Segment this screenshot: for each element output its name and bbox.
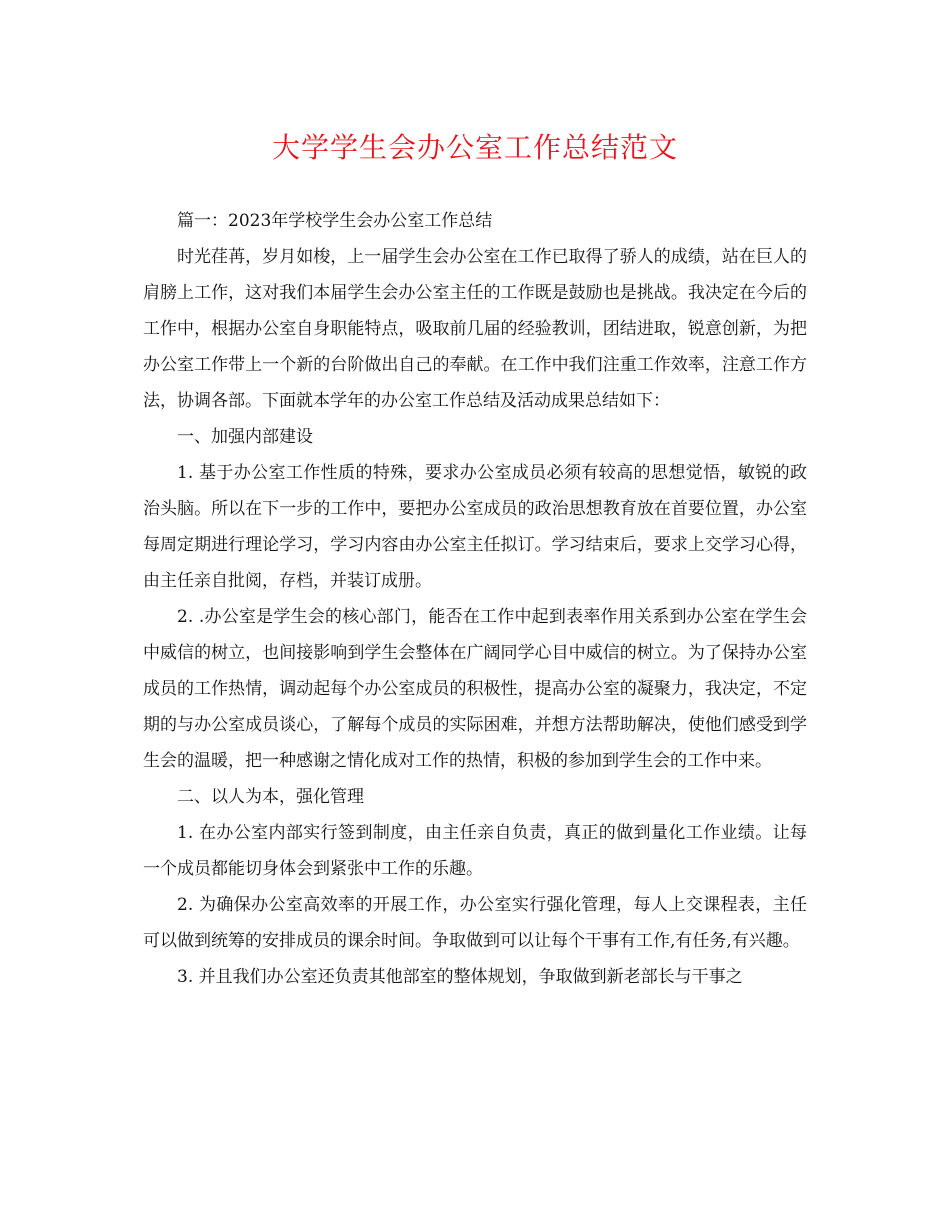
section-heading-internal-construction: 一、加强内部建设: [177, 427, 313, 447]
paragraph-management-2: 2. 为确保办公室高效率的开展工作，办公室实行强化管理，每人上交课程表，主任可以做到统筹的安排成员的课余时间。争取做到可以让每个干事有工作,有任务,有兴趣。: [143, 895, 807, 951]
document-title: 大学学生会办公室工作总结范文: [271, 131, 678, 164]
paragraph-item-1: 1. 基于办公室工作性质的特殊，要求办公室成员必须有较高的思想觉悟，敏锐的政治头脑。所以在下一步的工作中，要把办公室成员的政治思想教育放在首要位置，办公室每周定期进行理论学习，学习内容由办公室主任拟订。学习结束后，要求上交学习心得，由主任亲自批阅，存档，并装订成册。: [143, 463, 807, 591]
paragraph-item-2: 2. .办公室是学生会的核心部门，能否在工作中起到表率作用关系到办公室在学生会中威信的树立，也间接影响到学生会整体在广阔同学心目中威信的树立。为了保持办公室成员的工作热情，调动起每个办公室成员的积极性，提高办公室的凝聚力，我决定，不定期的与办公室成员谈心，了解每个成员的实际困难，并想方法帮助解决，使他们感受到学生会的温暖，把一种感谢之情化成对工作的热情，积极的参加到学生会的工作中来。: [143, 607, 807, 771]
document-body: [143, 203, 807, 995]
paragraph-management-3: 3. 并且我们办公室还负责其他部室的整体规划，争取做到新老部长与干事之: [177, 967, 743, 987]
intro-paragraph: 时光荏苒，岁月如梭，上一届学生会办公室在工作已取得了骄人的成绩，站在巨人的肩膀上工作，这对我们本届学生会办公室主任的工作既是鼓励也是挑战。我决定在今后的工作中，根据办公室自身职能特点，吸取前几届的经验教训，团结进取，锐意创新，为把办公室工作带上一个新的台阶做出自己的奉献。在工作中我们注重工作效率，注意工作方法，协调各部。下面就本学年的办公室工作总结及活动成果总结如下：: [143, 247, 807, 411]
section-heading-management: 二、以人为本，强化管理: [177, 787, 364, 807]
paragraph-management-1: 1. 在办公室内部实行签到制度，由主任亲自负责，真正的做到量化工作业绩。让每一个成员都能切身体会到紧张中工作的乐趣。: [143, 823, 807, 879]
section-heading-part-one: 篇一：2023年学校学生会办公室工作总结: [177, 211, 493, 231]
